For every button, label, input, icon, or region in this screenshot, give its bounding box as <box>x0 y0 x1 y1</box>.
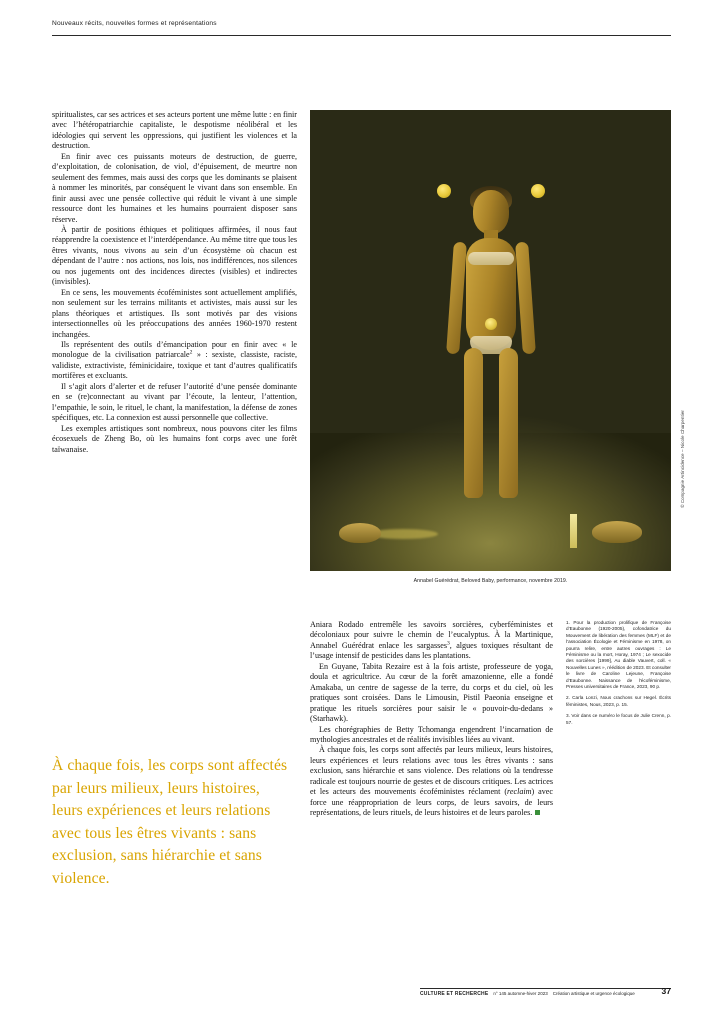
photo-caption: Annabel Guérédrat, Beloved Baby, performance, novembre 2019. <box>413 578 568 584</box>
performance-photo-container <box>310 110 685 571</box>
figure-bikini-top <box>468 252 514 265</box>
photo-figure <box>443 190 539 520</box>
photo-bowl-left <box>339 523 381 543</box>
body-column-left <box>52 110 297 455</box>
running-head: Nouveaux récits, nouvelles formes et représentations <box>52 20 217 27</box>
figure-arm-right <box>515 242 536 355</box>
header-divider <box>52 35 671 36</box>
page-number: 37 <box>661 986 671 996</box>
paragraph: Les exemples artistiques sont nombreux, nous pouvons citer les films écosexuels de Zheng Bo, où les humains font corps avec une forêt taïwanaise. <box>52 423 297 454</box>
section-title: Création artistique et urgence écologique <box>552 991 635 996</box>
performance-photo <box>310 110 671 571</box>
paragraph: À chaque fois, les corps sont affectés par leurs milieux, leurs histoires, leurs expériences et leurs relations avec tous les êtres vivants : sans exclusion, sans hiérarchie et sans violence. Des relations où la tendresse radicale est toujours nourrie de gestes et de discours critiques. Les actrices et les acteurs des mouvements écoféministes réclament (reclaim) avec force une réappropriation de leurs corps, de leurs savoirs, de leurs représentations, de leurs rituels, de leurs histoires et de leurs paroles. <box>310 745 553 818</box>
paragraph: spiritualistes, car ses actrices et ses acteurs portent une même lutte : en finir avec l’hétéropatriarchie capitaliste, le despotisme néolibéral et les idéologies qui servent les oppressions, qui justifient les violences et la destruction. <box>52 110 297 151</box>
figure-arm-left <box>446 242 467 355</box>
figure-leg-left <box>464 348 483 498</box>
photo-credit: © Compagnie Artincidence – Nicole Charpentier <box>680 410 685 508</box>
paragraph: Il s’agit alors d’alerter et de refuser l’autorité d’une pensée dominante en se (re)connectant au vivant par l’écoute, la lenteur, l’attention, l’empathie, le soin, le rituel, le chant, la manifestation, la défense de zones spécifiques, etc. La connexion est aussi personnelle que collective. <box>52 381 297 423</box>
figure-head <box>473 190 509 234</box>
paragraph: À partir de positions éthiques et politiques affirmées, il nous faut réapprendre la coexistence et l’interdépendance. Au même titre que tous les êtres vivants, nous vivons au sein d’un écosystème où chacun est dépendant de l’autre : nos actions, nos lois, nos indifférences, nos silences ou nos jugements ont des incidences directes (visibles) et indirectes (invisibles). <box>52 224 297 287</box>
flower-icon <box>531 184 545 198</box>
publication-name: CULTURE ET RECHERCHE <box>420 991 489 997</box>
paragraph: Aniara Rodado entremêle les savoirs sorcières, cyberféministes et décoloniaux pour suivre le chemin de l’eucalyptus. À la Martinique, Annabel Guérédrat enlace les sargasses$^3$, algues toxiques résultant de l’usage intensif de pesticides dans les plantations. <box>310 620 553 661</box>
paragraph: Ils représentent des outils d’émancipation pour en finir avec « le monologue de la civilisation patriarcale$^2$ » : sexiste, classiste, raciste, validiste, extractiviste, féminicidaire, toxique et tant d’autres qualificatifs mortifères et excluants. <box>52 339 297 381</box>
footnotes <box>566 620 671 731</box>
footnote: 3. Voir dans ce numéro le focus de Julie Crenn, p. 57. <box>566 713 671 725</box>
figure-leg-right <box>499 348 518 498</box>
paragraph: Les chorégraphies de Betty Tchomanga engendrent l’incarnation de mythologies ancestrales et de réalités invisibles liées au vivant. <box>310 724 553 744</box>
paragraph: En finir avec ces puissants moteurs de destruction, de guerre, d’exploitation, de colonisation, de viol, d’épuisement, de meurtre non seulement des femmes, mais aussi des corps que les dominants se plaisent à nommer les minorités, par conséquent le vivant dans son ensemble. En finir aussi avec une pensée collective qui réduit le vivant à une simple ressource dont les humaines et les humains pourraient disposer sans réserve. <box>52 151 297 224</box>
issue-number: n° 145 automne-hiver 2023 <box>493 991 548 996</box>
paragraph: En ce sens, les mouvements écoféministes sont actuellement amplifiés, non seulement sur les terrains militants et activistes, mais aussi sur les plans théoriques et artistiques. Ils sont motivés par des visions intersectionnelles où les préoccupations des années 1960-1970 restent inchangées. <box>52 287 297 339</box>
paragraph: En Guyane, Tabita Rezaire est à la fois artiste, professeure de yoga, doula et agricultrice. Au cœur de la forêt amazonienne, elle a fondé Amakaba, un centre de sagesse de la terre, du corps et du ciel, où les pratiques sont croisées. Dans le Limousin, Pistil Paeonia enseigne et pratique les rituels sorcières pour saisir le « pouvoir-du-dedans » (Starhawk). <box>310 661 553 724</box>
footer-divider <box>420 988 671 989</box>
end-mark <box>535 810 540 815</box>
pull-quote: À chaque fois, les corps sont affectés par leurs milieux, leurs histoires, leurs expériences et leurs relations avec tous les êtres vivants : sans exclusion, sans hiérarchie et sans violence. <box>52 757 288 887</box>
flower-icon <box>437 184 451 198</box>
footnote: 2. Carla Lonzi, Nous crachons sur Hegel. Écrits féministes, Nous, 2023, p. 15. <box>566 695 671 707</box>
photo-tube <box>570 514 577 548</box>
footnote: 1. Pour la production prolifique de Françoise d’Eaubonne (1920-2005), cofondatrice du Mouvement de libération des femmes (MLF) et de l’association Écologie et Féminisme en 1978, on pourra relire, entre autres ouvrages : Le Féminisme ou la mort, Horay, 1974 ; Le sexocide des sorcières [1999], Au diable Vauvert, coll. « Nouvelles Lunes », réédition de 2023. Et consulter le livre de Caroline Lejeune, Françoise d’Eaubonne. Naissance de l’écoféminisme, Presses universitaires de France, 2023, 90 p. <box>566 620 671 690</box>
footer <box>420 991 671 997</box>
body-column-right <box>310 620 553 819</box>
flower-icon <box>485 318 497 330</box>
photo-bowl-right <box>592 521 642 543</box>
